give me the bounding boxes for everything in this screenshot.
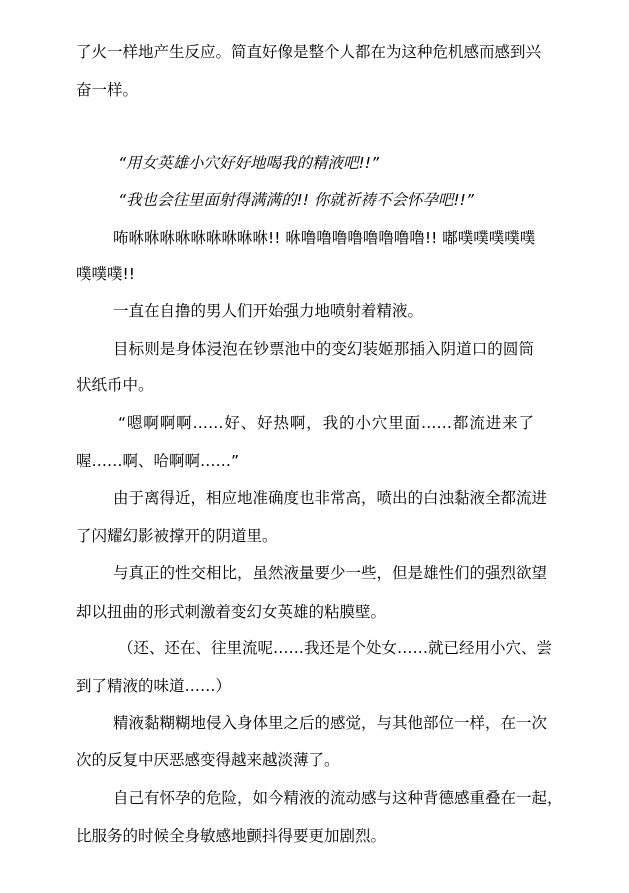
paragraph-line: 咘咻咻咻咻咻咻咻咻咻!! 咻噜噜噜噜噜噜噜噜!! 嘟噗噗噗噗噗 [113, 229, 536, 247]
paragraph-line: （还、还在、往里流呢……我还是个处女……就已经用小穴、尝 [118, 639, 553, 657]
paragraph-line: 与真正的性交相比，虽然液量要少一些，但是雄性们的强烈欲望 [113, 564, 548, 582]
paragraph-line: 到了精液的味道……） [76, 677, 232, 695]
paragraph-line: 喔……啊、哈啊啊……” [76, 452, 240, 470]
paragraph-line: 次的反复中厌恶感变得越来越淡薄了。 [76, 751, 340, 769]
paragraph-line: 却以扭曲的形式刺激着变幻女英雄的粘膜壁。 [76, 603, 387, 621]
paragraph-line: 精液黏糊糊地侵入身体里之后的感觉，与其他部位一样，在一次 [113, 714, 548, 732]
paragraph-line: “用女英雄小穴好好地喝我的精液吧!!” [118, 154, 379, 172]
paragraph-line: 了火一样地产生反应。简直好像是整个人都在为这种危机感而感到兴 [76, 43, 542, 61]
paragraph-line: “我也会往里面射得满满的!! 你就祈祷不会怀孕吧!!” [118, 191, 474, 209]
paragraph-line: 了闪耀幻影被撑开的阴道里。 [76, 527, 278, 545]
paragraph-line: 自己有怀孕的危险，如今精液的流动感与这种背德感重叠在一起， [113, 789, 563, 807]
paragraph-line: “嗯啊啊啊……好、好热啊，我的小穴里面……都流进来了 [118, 414, 534, 432]
paragraph-line: 噗噗噗!! [76, 265, 135, 283]
paragraph-line: 状纸币中。 [76, 376, 154, 394]
paragraph-line: 目标则是身体浸泡在钞票池中的变幻装姬那插入阴道口的圆筒 [113, 340, 534, 358]
paragraph-line: 比服务的时候全身敏感地颤抖得要更加剧烈。 [76, 827, 387, 845]
paragraph-line: 由于离得近，相应地准确度也非常高，喷出的白浊黏液全都流进 [113, 489, 548, 507]
paragraph-line: 一直在自撸的男人们开始强力地喷射着精液。 [113, 302, 424, 320]
paragraph-line: 奋一样。 [76, 81, 139, 99]
